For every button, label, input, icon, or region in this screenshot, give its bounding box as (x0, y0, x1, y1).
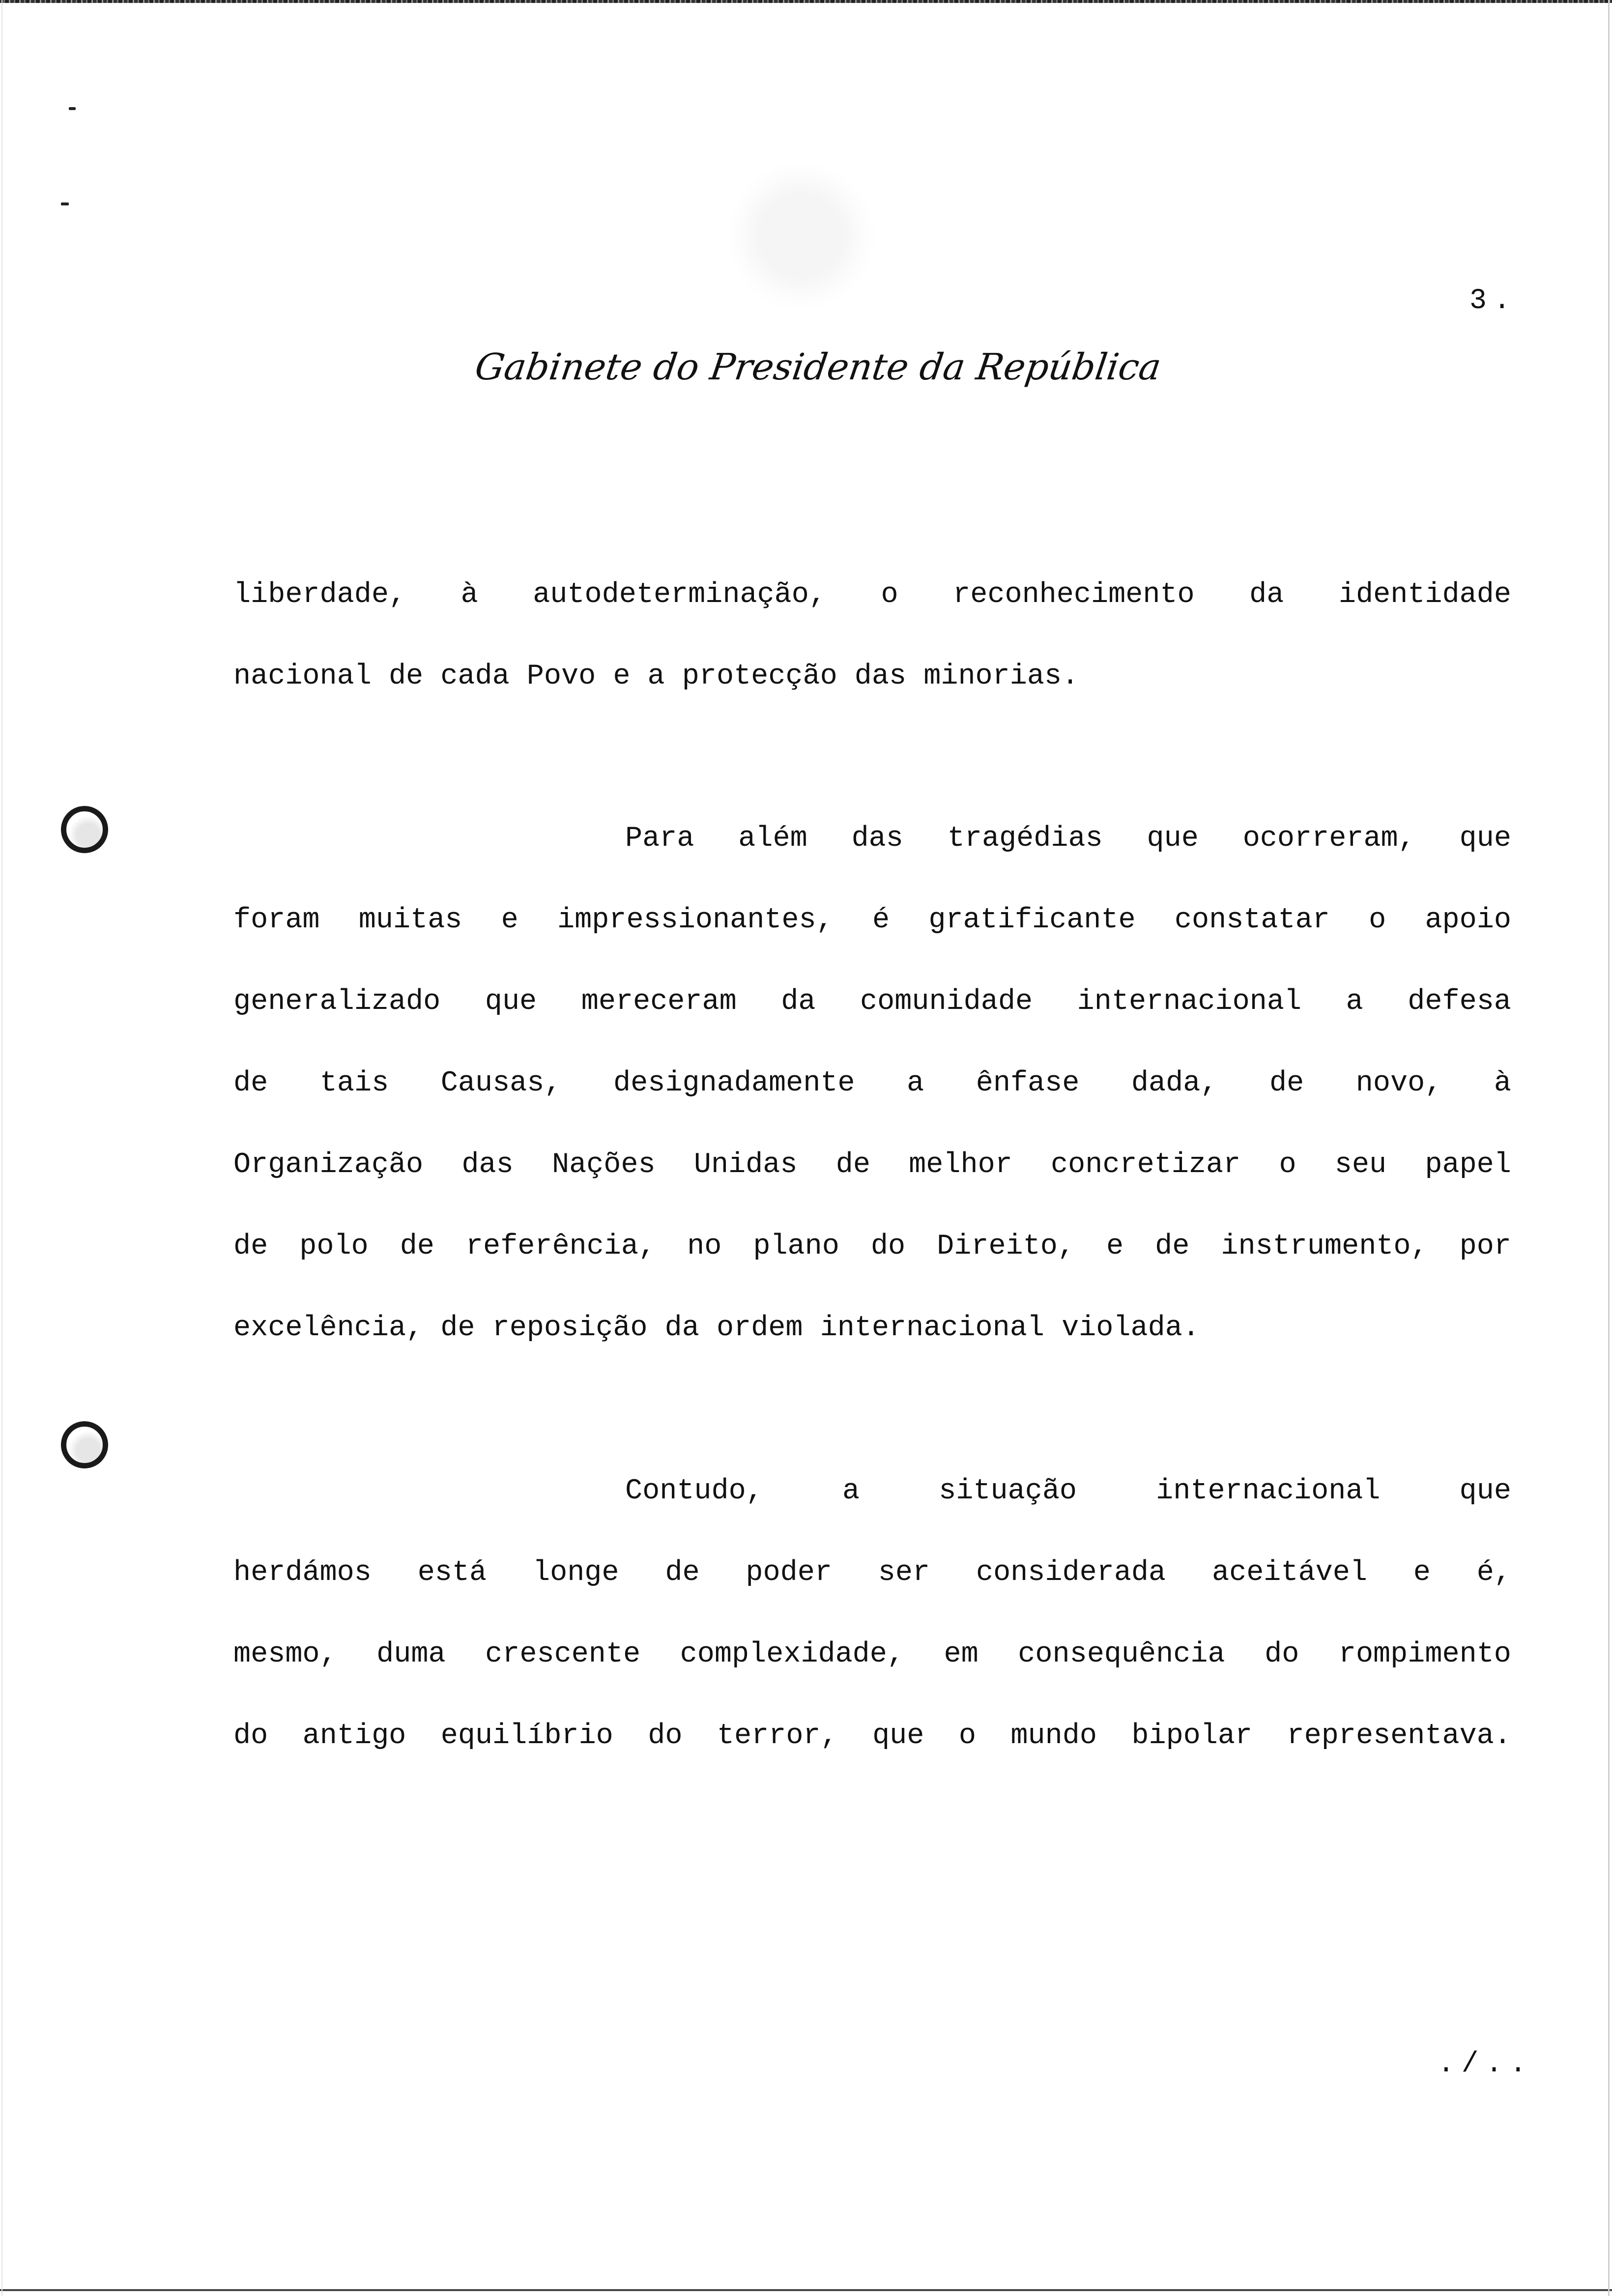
word: é, (1476, 1556, 1511, 1589)
word: autodeterminação, (533, 578, 827, 611)
word: a (907, 1066, 924, 1099)
word: impressionantes, (557, 903, 834, 936)
word: do (648, 1719, 683, 1752)
paragraph-line (233, 1063, 1511, 1103)
word: Direito, (937, 1230, 1075, 1263)
word: ênfase (976, 1066, 1080, 1099)
word: considerada (976, 1556, 1166, 1589)
paragraph-line: excelência, de reposição da ordem internacional violada. (233, 1311, 1200, 1344)
word: papel (1425, 1148, 1511, 1181)
faint-seal (727, 162, 875, 310)
word: dada, (1131, 1066, 1218, 1099)
word: internacional (1156, 1474, 1381, 1507)
word: tais (319, 1066, 389, 1099)
word: que (872, 1719, 924, 1752)
word: em (944, 1637, 979, 1670)
word: Para (625, 822, 694, 855)
word: mundo (1010, 1719, 1097, 1752)
word: está (417, 1556, 487, 1589)
paragraph-line (233, 982, 1511, 1021)
word: do (1265, 1637, 1299, 1670)
paragraph-line (625, 819, 1511, 858)
word: das (851, 822, 903, 855)
page-number: 3. (1469, 285, 1518, 317)
word: herdámos (233, 1556, 372, 1589)
word: aceitável (1211, 1556, 1367, 1589)
word: o (1369, 903, 1386, 936)
letterhead-title (472, 334, 1164, 403)
word: da (1249, 578, 1284, 611)
word: consequência (1018, 1637, 1225, 1670)
paragraph-line (233, 900, 1511, 940)
continuation-mark: ./.. (1438, 2048, 1534, 2080)
word: poder (746, 1556, 832, 1589)
word: do (233, 1719, 268, 1752)
word: complexidade, (680, 1637, 904, 1670)
word: de (835, 1148, 870, 1181)
word: de (233, 1230, 268, 1263)
scan-mark (69, 107, 76, 110)
word: que (485, 985, 537, 1018)
word: de (665, 1556, 700, 1589)
word: das (461, 1148, 514, 1181)
word: defesa (1408, 985, 1511, 1018)
word: a (1346, 985, 1363, 1018)
word: Organização (233, 1148, 424, 1181)
word: antigo (302, 1719, 406, 1752)
word: e (501, 903, 518, 936)
word: generalizado (233, 985, 441, 1018)
word: seu (1334, 1148, 1387, 1181)
word: comunidade (860, 985, 1033, 1018)
word: ocorreram, (1242, 822, 1415, 855)
word: e (1106, 1230, 1124, 1263)
word: de (1155, 1230, 1190, 1263)
word: tragédias (947, 822, 1103, 855)
paragraph-line: nacional de cada Povo e a protecção das minorias. (233, 660, 1079, 692)
word: além (738, 822, 807, 855)
word: é (872, 903, 890, 936)
word: identidade (1338, 578, 1511, 611)
word: muitas (358, 903, 462, 936)
punch-hole-icon (61, 806, 108, 853)
word: liberdade, (233, 578, 406, 611)
scan-top-border (0, 0, 1612, 3)
word: duma (376, 1637, 446, 1670)
word: de (400, 1230, 434, 1263)
word: novo, (1355, 1066, 1442, 1099)
paragraph-line (233, 1227, 1511, 1266)
scan-bottom-border (0, 2289, 1612, 2291)
paragraph-line (233, 1553, 1511, 1592)
scan-right-edge (1608, 0, 1610, 2296)
word: instrumento, (1221, 1230, 1428, 1263)
word: que (1459, 822, 1511, 855)
paragraph-line (625, 1471, 1511, 1511)
word: o (881, 578, 898, 611)
word: rompimento (1338, 1637, 1511, 1670)
punch-hole-icon (61, 1421, 108, 1468)
word: mesmo, (233, 1637, 337, 1670)
word: que (1147, 822, 1199, 855)
word: referência, (465, 1230, 656, 1263)
word: equilíbrio (440, 1719, 613, 1752)
paragraph-line (233, 1716, 1511, 1755)
paragraph-line (233, 1145, 1511, 1184)
word: à (1494, 1066, 1511, 1099)
word: à (461, 578, 478, 611)
word: designadamente (613, 1066, 855, 1099)
word: de (233, 1066, 268, 1099)
word: do (870, 1230, 906, 1263)
word: longe (532, 1556, 619, 1589)
word: situação (939, 1474, 1077, 1507)
word: de (1269, 1066, 1304, 1099)
word: constatar (1174, 903, 1330, 936)
word: e (1413, 1556, 1431, 1589)
word: foram (233, 903, 320, 936)
word: no (687, 1230, 722, 1263)
word: Contudo, (625, 1474, 763, 1507)
word: plano (753, 1230, 839, 1263)
word: Unidas (693, 1148, 798, 1181)
word: Nações (551, 1148, 656, 1181)
word: terror, (717, 1719, 838, 1752)
word: mereceram (581, 985, 737, 1018)
word: ser (878, 1556, 930, 1589)
word: por (1459, 1230, 1511, 1263)
word: a (842, 1474, 860, 1507)
word: crescente (485, 1637, 641, 1670)
word: que (1459, 1474, 1511, 1507)
word: concretizar (1051, 1148, 1241, 1181)
word: o (958, 1719, 976, 1752)
word: polo (299, 1230, 369, 1263)
word: representava. (1287, 1719, 1511, 1752)
letterhead-title-text: Gabinete do Presidente da República (472, 345, 1164, 388)
paragraph-line (233, 1635, 1511, 1674)
scan-left-edge (1, 0, 2, 2296)
word: melhor (909, 1148, 1012, 1181)
word: da (781, 985, 816, 1018)
word: internacional (1077, 985, 1302, 1018)
word: apoio (1425, 903, 1511, 936)
paragraph-line (233, 575, 1511, 614)
word: reconhecimento (953, 578, 1195, 611)
word: Causas, (440, 1066, 562, 1099)
scan-mark (61, 202, 69, 205)
word: o (1279, 1148, 1296, 1181)
word: bipolar (1131, 1719, 1253, 1752)
word: gratificante (928, 903, 1136, 936)
